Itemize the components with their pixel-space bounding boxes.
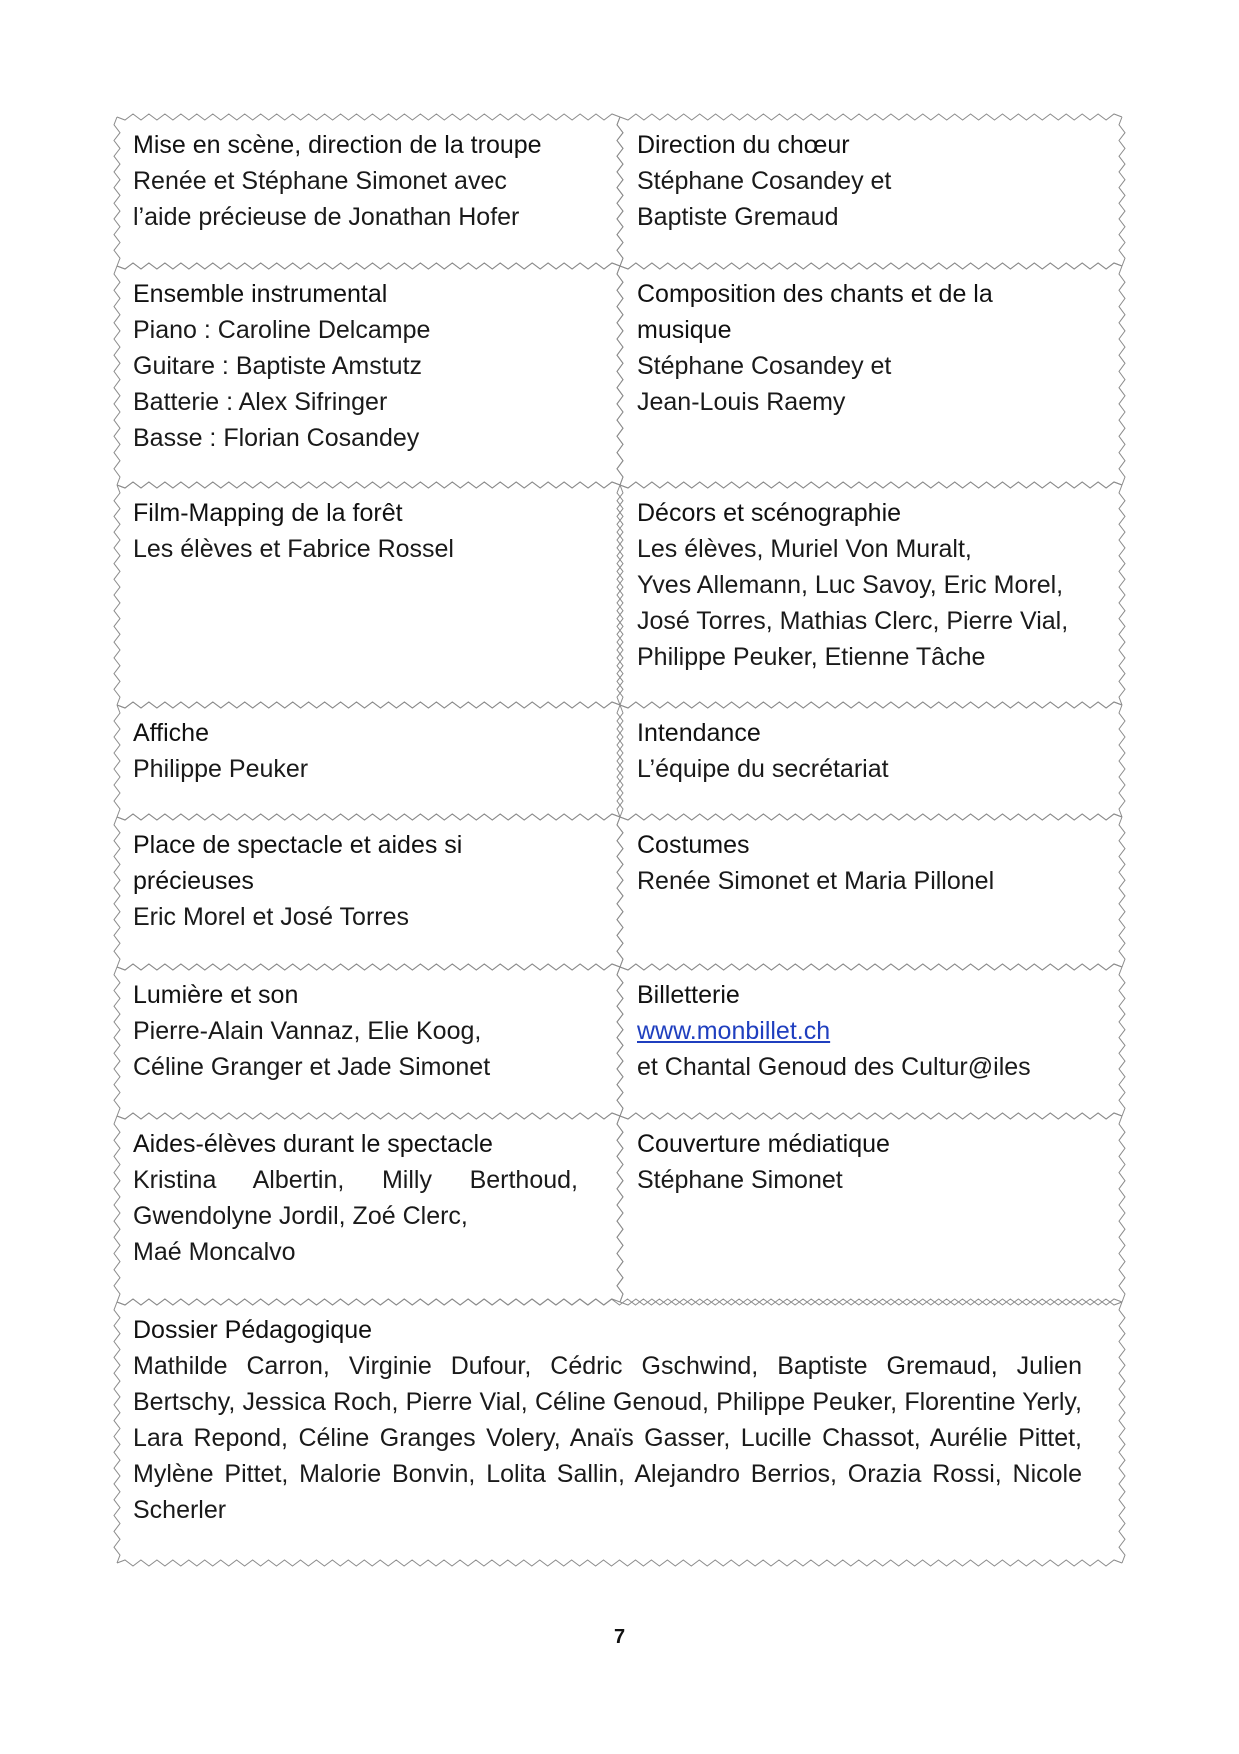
credit-cell-decors (620, 485, 1122, 705)
credit-title: Décors et scénographie (637, 499, 902, 527)
zigzag-border (620, 1116, 1122, 1302)
zigzag-border (117, 266, 620, 485)
credit-title: Aides-élèves durant le spectacle (133, 1130, 493, 1158)
credit-line: Céline Granger et Jade Simonet (133, 1053, 491, 1081)
credit-title: Ensemble instrumental (133, 280, 388, 308)
credit-title: Mise en scène, direction de la troupe (133, 131, 542, 159)
credit-title: Dossier Pédagogique (133, 1316, 373, 1344)
credits-table (117, 117, 1122, 1563)
zigzag-border (117, 117, 620, 266)
credit-title: Film-Mapping de la forêt (133, 499, 403, 527)
credit-line: L’équipe du secrétariat (637, 755, 889, 783)
credit-cell-direction-choeur (620, 117, 1122, 266)
credit-line: Batterie : Alex Sifringer (133, 388, 388, 416)
credit-title: Composition des chants et de la musique (637, 280, 993, 344)
credit-title: Intendance (637, 719, 761, 747)
credit-line: et Chantal Genoud des Cultur@iles (637, 1053, 1031, 1081)
page-number: 7 (613, 1626, 626, 1648)
credit-cell-aides-eleves (117, 1116, 620, 1302)
zigzag-border-line (114, 263, 623, 488)
credit-line: Guitare : Baptiste Amstutz (133, 352, 423, 380)
credit-cell-ensemble (117, 266, 620, 485)
zigzag-border-line (617, 482, 1125, 708)
billetterie-link[interactable]: www.monbillet.ch (637, 1017, 831, 1045)
credit-line: Renée et Stéphane Simonet avec (133, 167, 507, 195)
credit-line: Renée Simonet et Maria Pillonel (637, 867, 995, 895)
credit-cell-composition (620, 266, 1122, 485)
credit-title: Place de spectacle et aides si précieuses (133, 831, 463, 895)
credit-title: Couverture médiatique (637, 1130, 890, 1158)
zigzag-border-line (114, 1113, 623, 1305)
credit-line: Maé Moncalvo (133, 1238, 296, 1266)
credit-cell-costumes (620, 817, 1122, 967)
credit-title: Direction du chœur (637, 131, 850, 159)
credit-cell-place-spectacle (117, 817, 620, 967)
credit-line: l’aide précieuse de Jonathan Hofer (133, 203, 520, 231)
credit-line: Basse : Florian Cosandey (133, 424, 420, 452)
credit-cell-couverture (620, 1116, 1122, 1302)
credit-title: Billetterie (637, 981, 740, 1009)
zigzag-border-line (617, 114, 1125, 269)
credit-cell-intendance (620, 705, 1122, 817)
zigzag-border-line (114, 1299, 1125, 1566)
credit-line: Eric Morel et José Torres (133, 903, 410, 931)
credit-line: Piano : Caroline Delcampe (133, 316, 431, 344)
credit-cell-lumiere-son (117, 967, 620, 1116)
zigzag-border (620, 705, 1122, 817)
credit-line: Stéphane Cosandey et (637, 167, 892, 195)
zigzag-border-line (114, 114, 623, 269)
credit-line: José Torres, Mathias Clerc, Pierre Vial, (637, 607, 1069, 635)
zigzag-border-line (114, 702, 623, 820)
credit-line: Kristina Albertin, Milly Berthoud, Gwendolyne Jordil, Zoé Clerc, (133, 1166, 578, 1230)
credit-line: Stéphane Cosandey et (637, 352, 892, 380)
credit-cell-affiche (117, 705, 620, 817)
credit-cell-billetterie (620, 967, 1122, 1116)
credit-cell-mise-en-scene (117, 117, 620, 266)
zigzag-border (117, 485, 620, 705)
credit-line: Baptiste Gremaud (637, 203, 839, 231)
zigzag-border-line (617, 964, 1125, 1119)
zigzag-border (620, 817, 1122, 967)
zigzag-border-line (617, 814, 1125, 970)
zigzag-border (117, 705, 620, 817)
zigzag-border (117, 817, 620, 967)
credit-line: Jean-Louis Raemy (637, 388, 846, 416)
credit-line: Les élèves, Muriel Von Muralt, (637, 535, 972, 563)
zigzag-border-line (617, 1113, 1125, 1305)
zigzag-border-line (617, 263, 1125, 488)
zigzag-border (117, 1302, 1122, 1563)
zigzag-border (117, 967, 620, 1116)
credit-line: Stéphane Simonet (637, 1166, 843, 1194)
credit-line: Les élèves et Fabrice Rossel (133, 535, 454, 563)
credit-line: Philippe Peuker, Etienne Tâche (637, 643, 986, 671)
zigzag-border-line (114, 964, 623, 1119)
credit-title: Costumes (637, 831, 750, 859)
credit-line: Pierre-Alain Vannaz, Elie Koog, (133, 1017, 482, 1045)
zigzag-border (117, 1116, 620, 1302)
credit-line: Philippe Peuker (133, 755, 309, 783)
credit-line: Mathilde Carron, Virginie Dufour, Cédric Gschwind, Baptiste Gremaud, Julien Bertschy, Jessica Roch, Pierre Vial, Céline Genoud, Philippe Peuker, Florentine Yerly, Lara Repond, Céline Granges Volery, Anaïs Gasser, Lucille Chassot, Aurélie Pittet, Mylène Pittet, Malorie Bonvin, Lolita Sallin, Alejandro Berrios, Orazia Rossi, Nicole Scherler (133, 1352, 1082, 1524)
credit-line: Yves Allemann, Luc Savoy, Eric Morel, (637, 571, 1064, 599)
zigzag-border (620, 117, 1122, 266)
zigzag-border-line (617, 702, 1125, 820)
credit-cell-film-mapping (117, 485, 620, 705)
credit-title: Affiche (133, 719, 209, 747)
zigzag-border (620, 266, 1122, 485)
zigzag-border (620, 485, 1122, 705)
zigzag-border-line (114, 814, 623, 970)
zigzag-border-line (114, 482, 623, 708)
zigzag-border (620, 967, 1122, 1116)
credit-title: Lumière et son (133, 981, 299, 1009)
credit-cell-dossier-pedagogique (117, 1302, 1122, 1563)
